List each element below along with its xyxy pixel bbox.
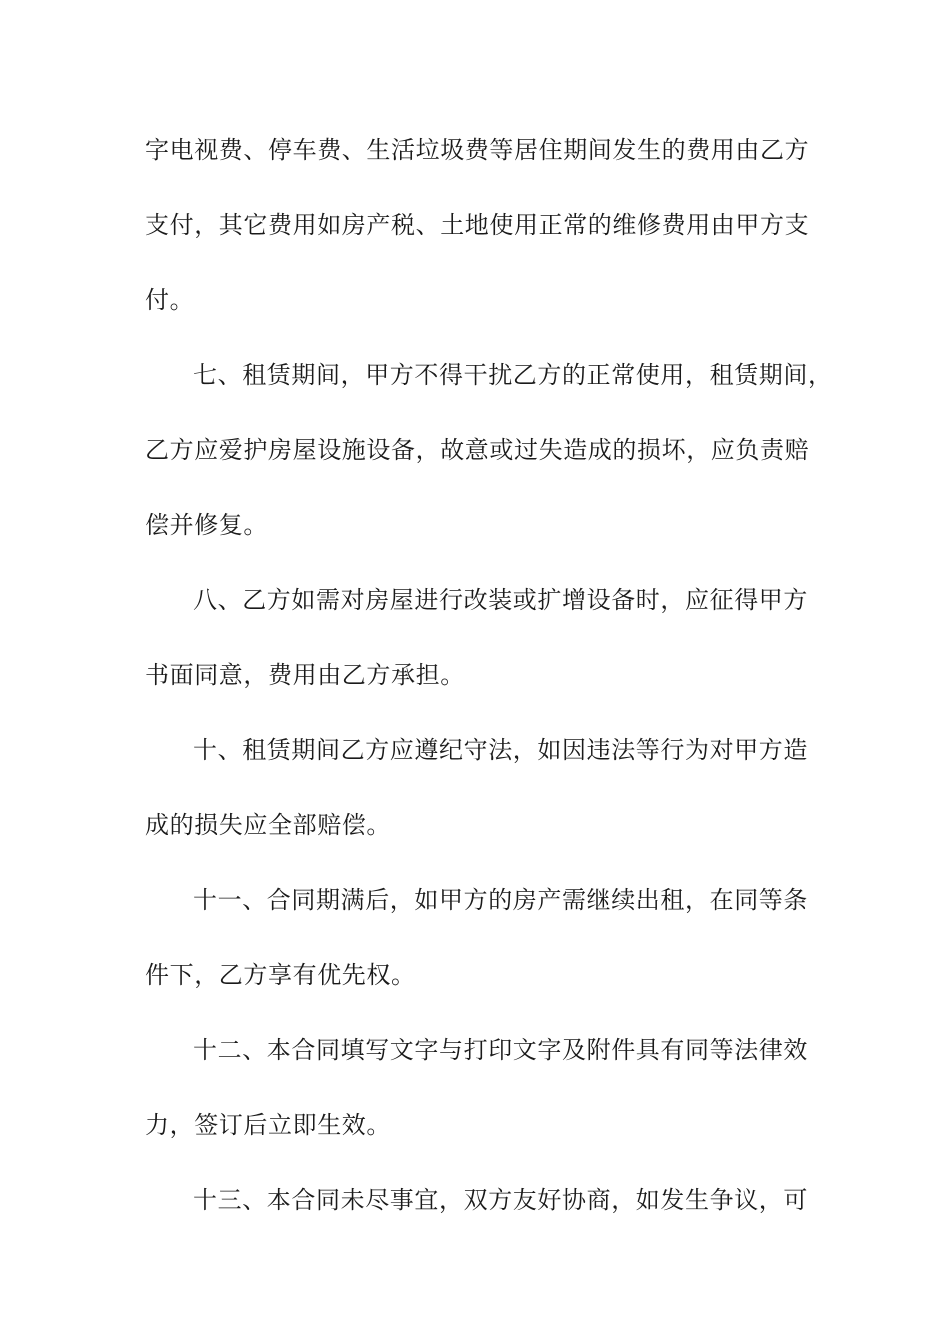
text-line: 力，签订后立即生效。	[145, 1111, 391, 1139]
clause-11-line: 十一、合同期满后，如甲方的房产需继续出租，在同等条	[193, 886, 808, 914]
text-line: 付。	[145, 286, 195, 314]
clause-8-line: 八、乙方如需对房屋进行改装或扩增设备时，应征得甲方	[193, 586, 808, 614]
text-line: 件下，乙方享有优先权。	[145, 961, 416, 989]
text-line: 字电视费、停车费、生活垃圾费等居住期间发生的费用由乙方	[145, 136, 810, 164]
text-line: 书面同意，费用由乙方承担。	[145, 661, 465, 689]
text-line: 支付，其它费用如房产税、土地使用正常的维修费用由甲方支	[145, 211, 810, 239]
text-line: 乙方应爱护房屋设施设备，故意或过失造成的损坏，应负责赔	[145, 436, 810, 464]
text-line: 偿并修复。	[145, 511, 268, 539]
clause-13-line: 十三、本合同未尽事宜，双方友好协商，如发生争议，可	[193, 1186, 808, 1214]
text-line: 成的损失应全部赔偿。	[145, 811, 391, 839]
clause-12-line: 十二、本合同填写文字与打印文字及附件具有同等法律效	[193, 1036, 808, 1064]
clause-7-line: 七、租赁期间，甲方不得干扰乙方的正常使用，租赁期间，	[193, 361, 833, 389]
clause-10-line: 十、租赁期间乙方应遵纪守法，如因违法等行为对甲方造	[193, 736, 808, 764]
